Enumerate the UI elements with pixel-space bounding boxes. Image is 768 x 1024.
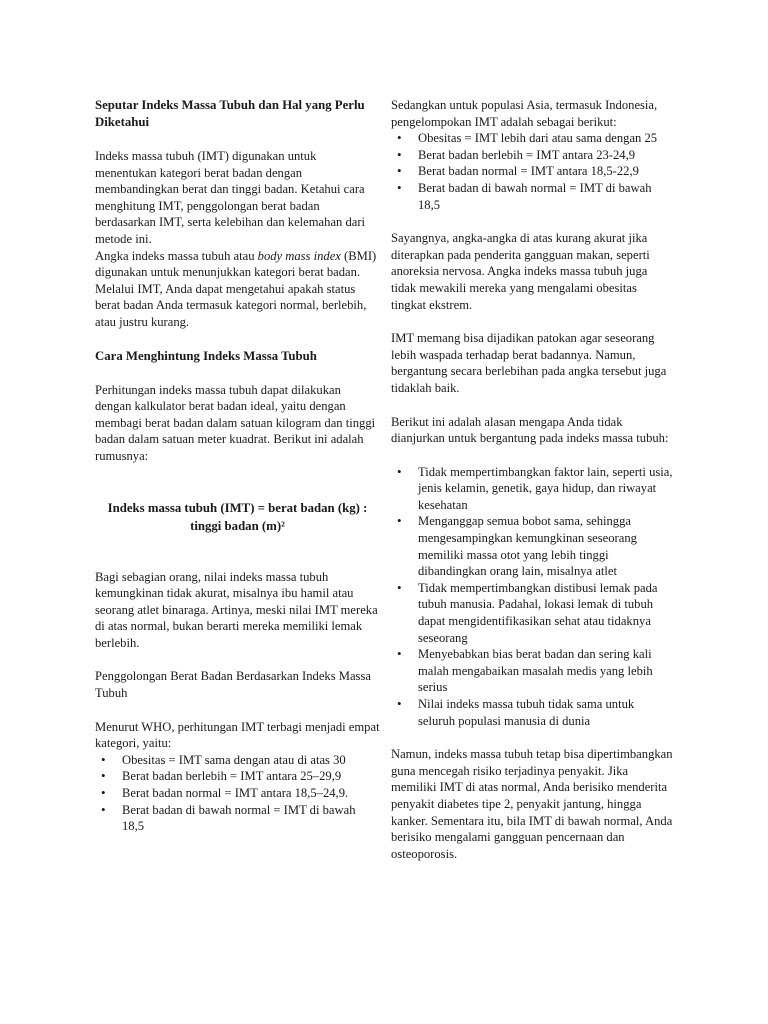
accuracy-paragraph: Bagi sebagian orang, nilai indeks massa tubuh kemungkinan tidak akurat, misalnya ibu hamil atau seorang atlet binaraga. Artinya, meski nilai IMT mereka di atas normal, bukan berarti mereka memiliki lemak berlebih. [95,569,378,650]
bmi-term-italic: body mass index [257,248,341,263]
bmi-formula: Indeks massa tubuh (IMT) = berat badan (kg) : tinggi badan (m)² [107,500,368,533]
reference-paragraph: IMT memang bisa dijadikan patokan agar seseorang lebih waspada terhadap berat badannya. Namun, bergantung secara berlebihan pada angka tersebut juga tidaklah baik. [391,331,667,395]
asia-intro-paragraph: Sedangkan untuk populasi Asia, termasuk Indonesia, pengelompokan IMT adalah sebagai berikut: [391,98,658,129]
conclusion-paragraph: Namun, indeks massa tubuh tetap bisa dipertimbangkan guna mencegah risiko terjadinya penyakit. Jika memiliki IMT di atas normal, Anda berisiko menderita penyakit diabetes tipe 2, penyakit jantung, hingga kanker. Sementara itu, bila IMT di bawah normal, Anda berisiko mengalami gangguan pencernaan dan osteoporosis. [391,747,673,861]
bmi-definition-paragraph [95,248,380,331]
list-item: • Berat badan di bawah normal = IMT di bawah 18,5 [391,180,673,213]
list-item: • Berat badan normal = IMT antara 18,5-22,9 [391,163,673,180]
list-item: • Tidak mempertimbangkan faktor lain, seperti usia, jenis kelamin, genetik, gaya hidup, dan riwayat kesehatan [391,464,673,514]
list-item: • Obesitas = IMT sama dengan atau di atas 30 [95,752,380,769]
list-item: • Tidak mempertimbangkan distibusi lemak pada tubuh manusia. Padahal, lokasi lemak di tubuh dapat mengidentifikasikan sehat atau tidaknya seseorang [391,580,673,646]
bmi-definition-start: Angka indeks massa tubuh atau [95,248,258,263]
who-intro-paragraph: Menurut WHO, perhitungan IMT terbagi menjadi empat kategori, yaitu: [95,719,380,751]
classification-heading: Penggolongan Berat Badan Berdasarkan Indeks Massa Tubuh [95,669,371,701]
article-title: Seputar Indeks Massa Tubuh dan Hal yang Perlu Diketahui [95,98,365,129]
list-item: • Berat badan normal = IMT antara 18,5–24,9. [95,785,380,802]
calc-heading: Cara Menghintung Indeks Massa Tubuh [95,348,317,363]
list-item: • Berat badan di bawah normal = IMT di bawah 18,5 [95,802,380,835]
list-item: • Menganggap semua bobot sama, sehingga mengesampingkan kemungkinan seseorang memiliki massa otot yang lebih tinggi dibandingkan orang lain, misalnya atlet [391,513,673,579]
asia-category-list [391,130,673,213]
who-category-list [95,752,380,835]
intro-paragraph: Indeks massa tubuh (IMT) digunakan untuk menentukan kategori berat badan dengan membandingkan berat dan tinggi badan. Ketahui cara menghitung IMT, penggolongan berat badan berdasarkan IMT, serta kelebihan dan kelemahan dari metode ini. [95,149,366,246]
list-item: • Obesitas = IMT lebih dari atau sama dengan 25 [391,130,673,147]
calc-paragraph: Perhitungan indeks massa tubuh dapat dilakukan dengan kalkulator berat badan ideal, yaitu dengan membagi berat badan dalam satuan kilogram dan tinggi badan dalam satuan meter kuadrat. Berikut ini adalah rumusnya: [95,382,376,463]
list-item: • Berat badan berlebih = IMT antara 23-24,9 [391,147,673,164]
limitation-paragraph: Sayangnya, angka-angka di atas kurang akurat jika diterapkan pada penderita gangguan makan, seperti anoreksia nervosa. Angka indeks massa tubuh juga tidak mewakili mereka yang mengalami obesitas tingkat ekstrem. [391,231,650,312]
reasons-list [391,464,673,730]
list-item: • Nilai indeks massa tubuh tidak sama untuk seluruh populasi manusia di dunia [391,696,673,729]
bmi-definition-end: (BMI) digunakan untuk menunjukkan kategori berat badan. Melalui IMT, Anda dapat mengetahui apakah status berat badan Anda termasuk kategori normal, berlebih, atau justru kurang. [95,248,377,329]
left-column [95,97,380,835]
list-item: • Menyebabkan bias berat badan dan sering kali malah mengabaikan masalah medis yang lebih serius [391,646,673,696]
reasons-intro-paragraph: Berikut ini adalah alasan mengapa Anda tidak dianjurkan untuk bergantung pada indeks massa tubuh: [391,414,669,446]
right-column [391,97,673,862]
list-item: • Berat badan berlebih = IMT antara 25–29,9 [95,768,380,785]
